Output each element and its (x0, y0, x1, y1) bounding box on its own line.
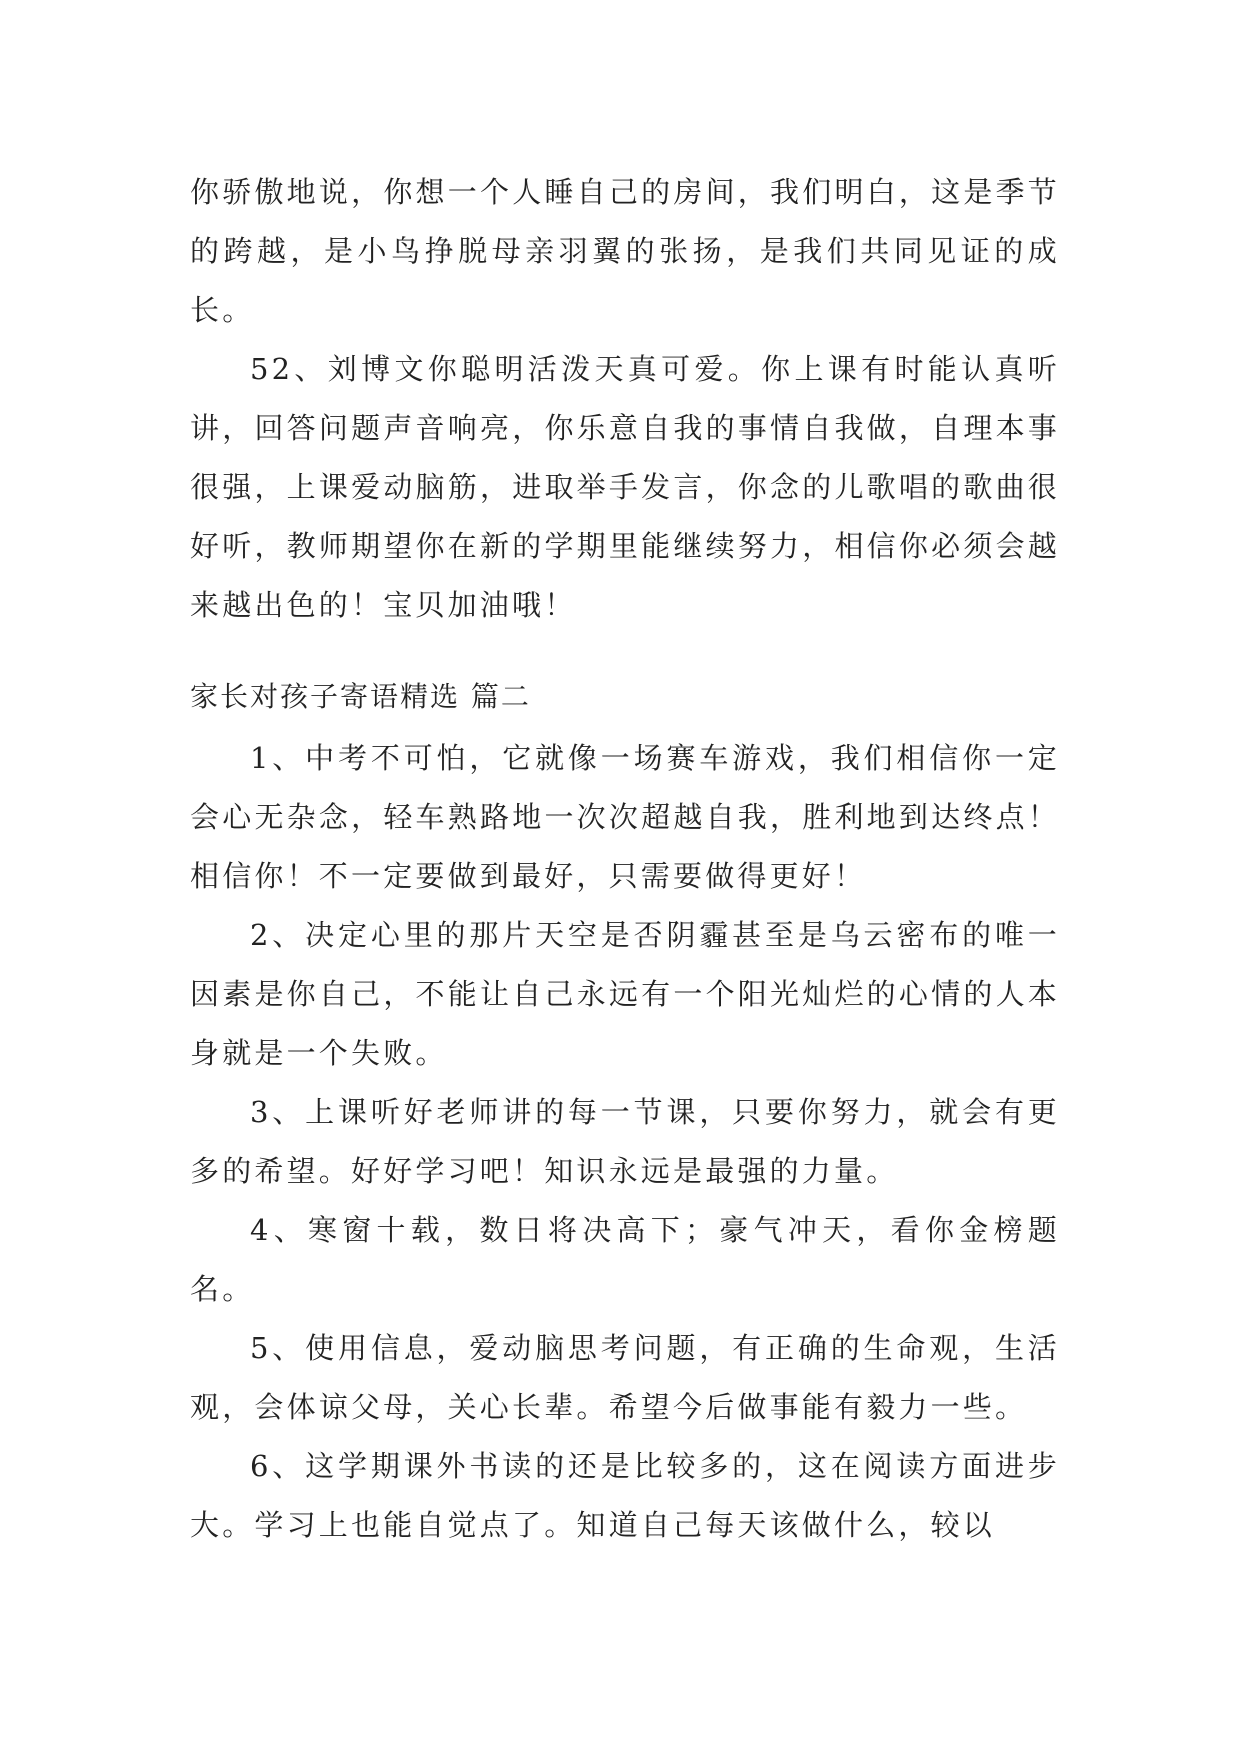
list-item-6: 6、这学期课外书读的还是比较多的，这在阅读方面进步大。学习上也能自觉点了。知道自己每天该做什么，较以 (190, 1449, 1060, 1542)
list-item-2: 2、决定心里的那片天空是否阴霾甚至是乌云密布的唯一因素是你自己，不能让自己永远有一个阳光灿烂的心情的人本身就是一个失败。 (190, 918, 1060, 1070)
list-item-1: 1、中考不可怕，它就像一场赛车游戏，我们相信你一定会心无杂念，轻车熟路地一次次超越自我，胜利地到达终点！相信你！不一定要做到最好，只需要做得更好！ (190, 741, 1060, 893)
document-body (190, 163, 1060, 1555)
paragraph-continuation: 你骄傲地说，你想一个人睡自己的房间，我们明白，这是季节的跨越，是小鸟挣脱母亲羽翼的张扬，是我们共同见证的成长。 (190, 175, 1060, 327)
list-item-4: 4、寒窗十载，数日将决高下；豪气冲天，看你金榜题名。 (190, 1213, 1060, 1306)
list-item-5: 5、使用信息，爱动脑思考问题，有正确的生命观，生活观，会体谅父母，关心长辈。希望今后做事能有毅力一些。 (190, 1331, 1060, 1424)
section-spacer (190, 635, 1060, 677)
list-item-3: 3、上课听好老师讲的每一节课，只要你努力，就会有更多的希望。好好学习吧！知识永远是最强的力量。 (190, 1095, 1060, 1188)
section-heading: 家长对孩子寄语精选 篇二 (190, 680, 531, 713)
paragraph-item-52: 52、刘博文你聪明活泼天真可爱。你上课有时能认真听讲，回答问题声音响亮，你乐意自我的事情自我做，自理本事很强，上课爱动脑筋，进取举手发言，你念的儿歌唱的歌曲很好听，教师期望你在新的学期里能继续努力，相信你必须会越来越出色的！宝贝加油哦！ (190, 352, 1060, 622)
heading-spacer (190, 717, 1060, 729)
